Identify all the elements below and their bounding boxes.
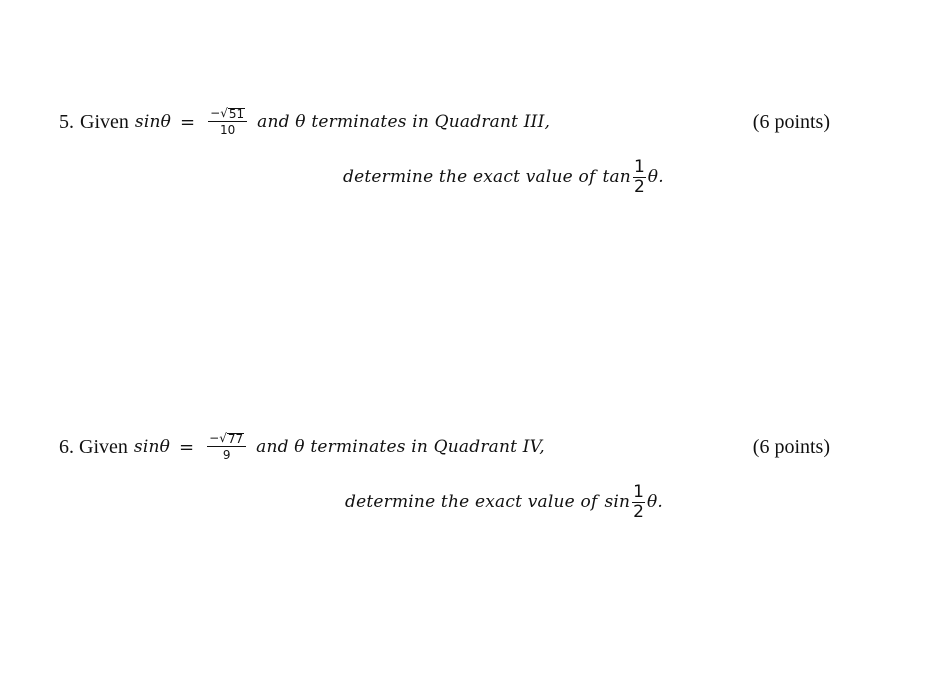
half-denominator: 2 — [633, 501, 644, 522]
sine-expression: sinθ — [134, 112, 172, 132]
points-label: (6 points) — [752, 110, 830, 133]
problem-number: 5. — [59, 110, 74, 133]
problem-number: 6. — [59, 435, 74, 458]
radical-sign: √ — [220, 106, 228, 120]
sine-expression: sinθ — [133, 437, 171, 457]
quadrant-condition: and θ terminates in Quadrant III, — [257, 112, 551, 132]
trig-function: sin — [604, 492, 631, 512]
sine-value-fraction — [207, 432, 246, 462]
half-denominator: 2 — [633, 176, 645, 197]
half-fraction — [632, 483, 645, 522]
trig-function: tan — [602, 167, 631, 187]
prompt-text: determine the exact value of — [343, 167, 596, 187]
radicand: 77 — [227, 432, 244, 446]
half-fraction — [633, 158, 646, 197]
minus-sign: − — [210, 106, 221, 120]
fraction-numerator — [207, 432, 246, 447]
fraction-denominator: 9 — [222, 448, 231, 462]
half-numerator: 1 — [633, 481, 644, 502]
problem-prompt — [345, 477, 663, 527]
theta-symbol: θ. — [646, 492, 664, 512]
fraction-denominator: 10 — [220, 123, 236, 137]
problem-statement — [59, 427, 545, 467]
problem-prompt — [343, 152, 664, 202]
theta-symbol: θ. — [647, 167, 664, 187]
square-root — [219, 432, 244, 445]
equals-sign: = — [179, 436, 195, 458]
minus-sign: − — [209, 431, 220, 445]
radical-sign: √ — [219, 431, 227, 445]
given-label: Given — [80, 110, 129, 133]
equals-sign: = — [180, 111, 196, 133]
half-numerator: 1 — [633, 156, 645, 177]
points-label: (6 points) — [752, 435, 830, 458]
prompt-text: determine the exact value of — [345, 492, 598, 512]
given-label: Given — [79, 435, 128, 458]
quadrant-condition: and θ terminates in Quadrant IV, — [256, 437, 545, 457]
radicand: 51 — [228, 107, 245, 121]
